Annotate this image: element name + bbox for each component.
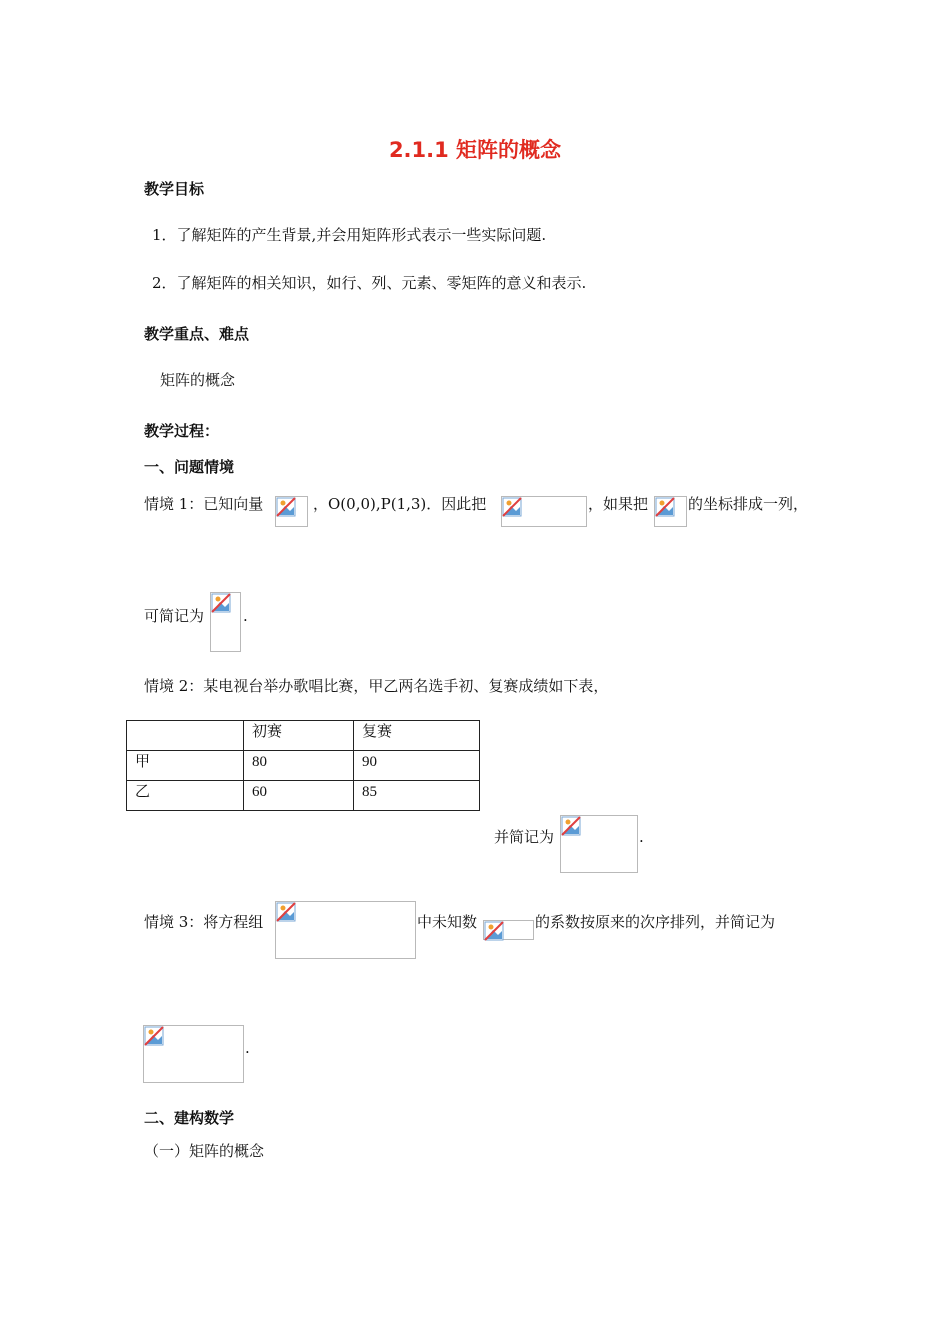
situation2-period: . xyxy=(639,828,644,846)
broken-image-icon xyxy=(560,815,638,873)
heading-key-points: 教学重点、难点 xyxy=(144,325,250,343)
situation1-text-b: ，O(0,0),P(1,3)．因此把 xyxy=(313,495,487,513)
situation1-text-c: ，如果把 xyxy=(588,495,649,513)
broken-image-icon xyxy=(501,496,587,527)
heading-problem-situation: 一、问题情境 xyxy=(144,458,235,476)
table-row xyxy=(127,751,480,781)
goal-item-1: 1．了解矩阵的产生背景,并会用矩阵形式表示一些实际问题. xyxy=(152,226,547,244)
situation3-text-b: 中未知数 xyxy=(417,913,478,931)
table-cell xyxy=(127,721,244,751)
situation2-text-b: 并简记为 xyxy=(494,828,555,846)
situation2-text: 情境 2：某电视台举办歌唱比赛，甲乙两名选手初、复赛成绩如下表， xyxy=(144,677,609,695)
table-row xyxy=(127,721,480,751)
situation1-text-a: 情境 1：已知向量 xyxy=(144,495,264,513)
table-cell: 85 xyxy=(354,781,480,811)
table-cell: 90 xyxy=(354,751,480,781)
situation1-period: . xyxy=(243,607,248,625)
table-cell: 80 xyxy=(244,751,354,781)
score-table xyxy=(126,720,480,811)
broken-image-icon xyxy=(275,496,308,527)
heading-teaching-goals: 教学目标 xyxy=(144,180,205,198)
situation3-text-c: 的系数按原来的次序排列，并简记为 xyxy=(535,913,776,931)
heading-construct-math: 二、建构数学 xyxy=(144,1109,235,1127)
situation3-text-a: 情境 3：将方程组 xyxy=(144,913,264,931)
situation3-period: . xyxy=(245,1039,250,1057)
table-cell: 复赛 xyxy=(354,721,480,751)
subheading-matrix-concept: （一）矩阵的概念 xyxy=(144,1142,265,1160)
situation1-text-e: 可简记为 xyxy=(144,607,205,625)
broken-image-icon xyxy=(210,592,241,652)
broken-image-icon xyxy=(654,496,687,527)
broken-image-icon xyxy=(275,901,416,959)
broken-image-icon xyxy=(483,920,534,940)
broken-image-icon xyxy=(143,1025,244,1083)
table-row xyxy=(127,781,480,811)
key-points-text: 矩阵的概念 xyxy=(160,371,236,389)
goal-item-2: 2．了解矩阵的相关知识，如行、列、元素、零矩阵的意义和表示. xyxy=(152,274,587,292)
table-cell: 初赛 xyxy=(244,721,354,751)
table-cell: 乙 xyxy=(127,781,244,811)
heading-teaching-process: 教学过程： xyxy=(144,422,220,440)
situation1-text-d: 的坐标排成一列， xyxy=(688,495,809,513)
table-cell: 甲 xyxy=(127,751,244,781)
table-cell: 60 xyxy=(244,781,354,811)
page-title: 2.1.1 矩阵的概念 xyxy=(388,138,562,162)
